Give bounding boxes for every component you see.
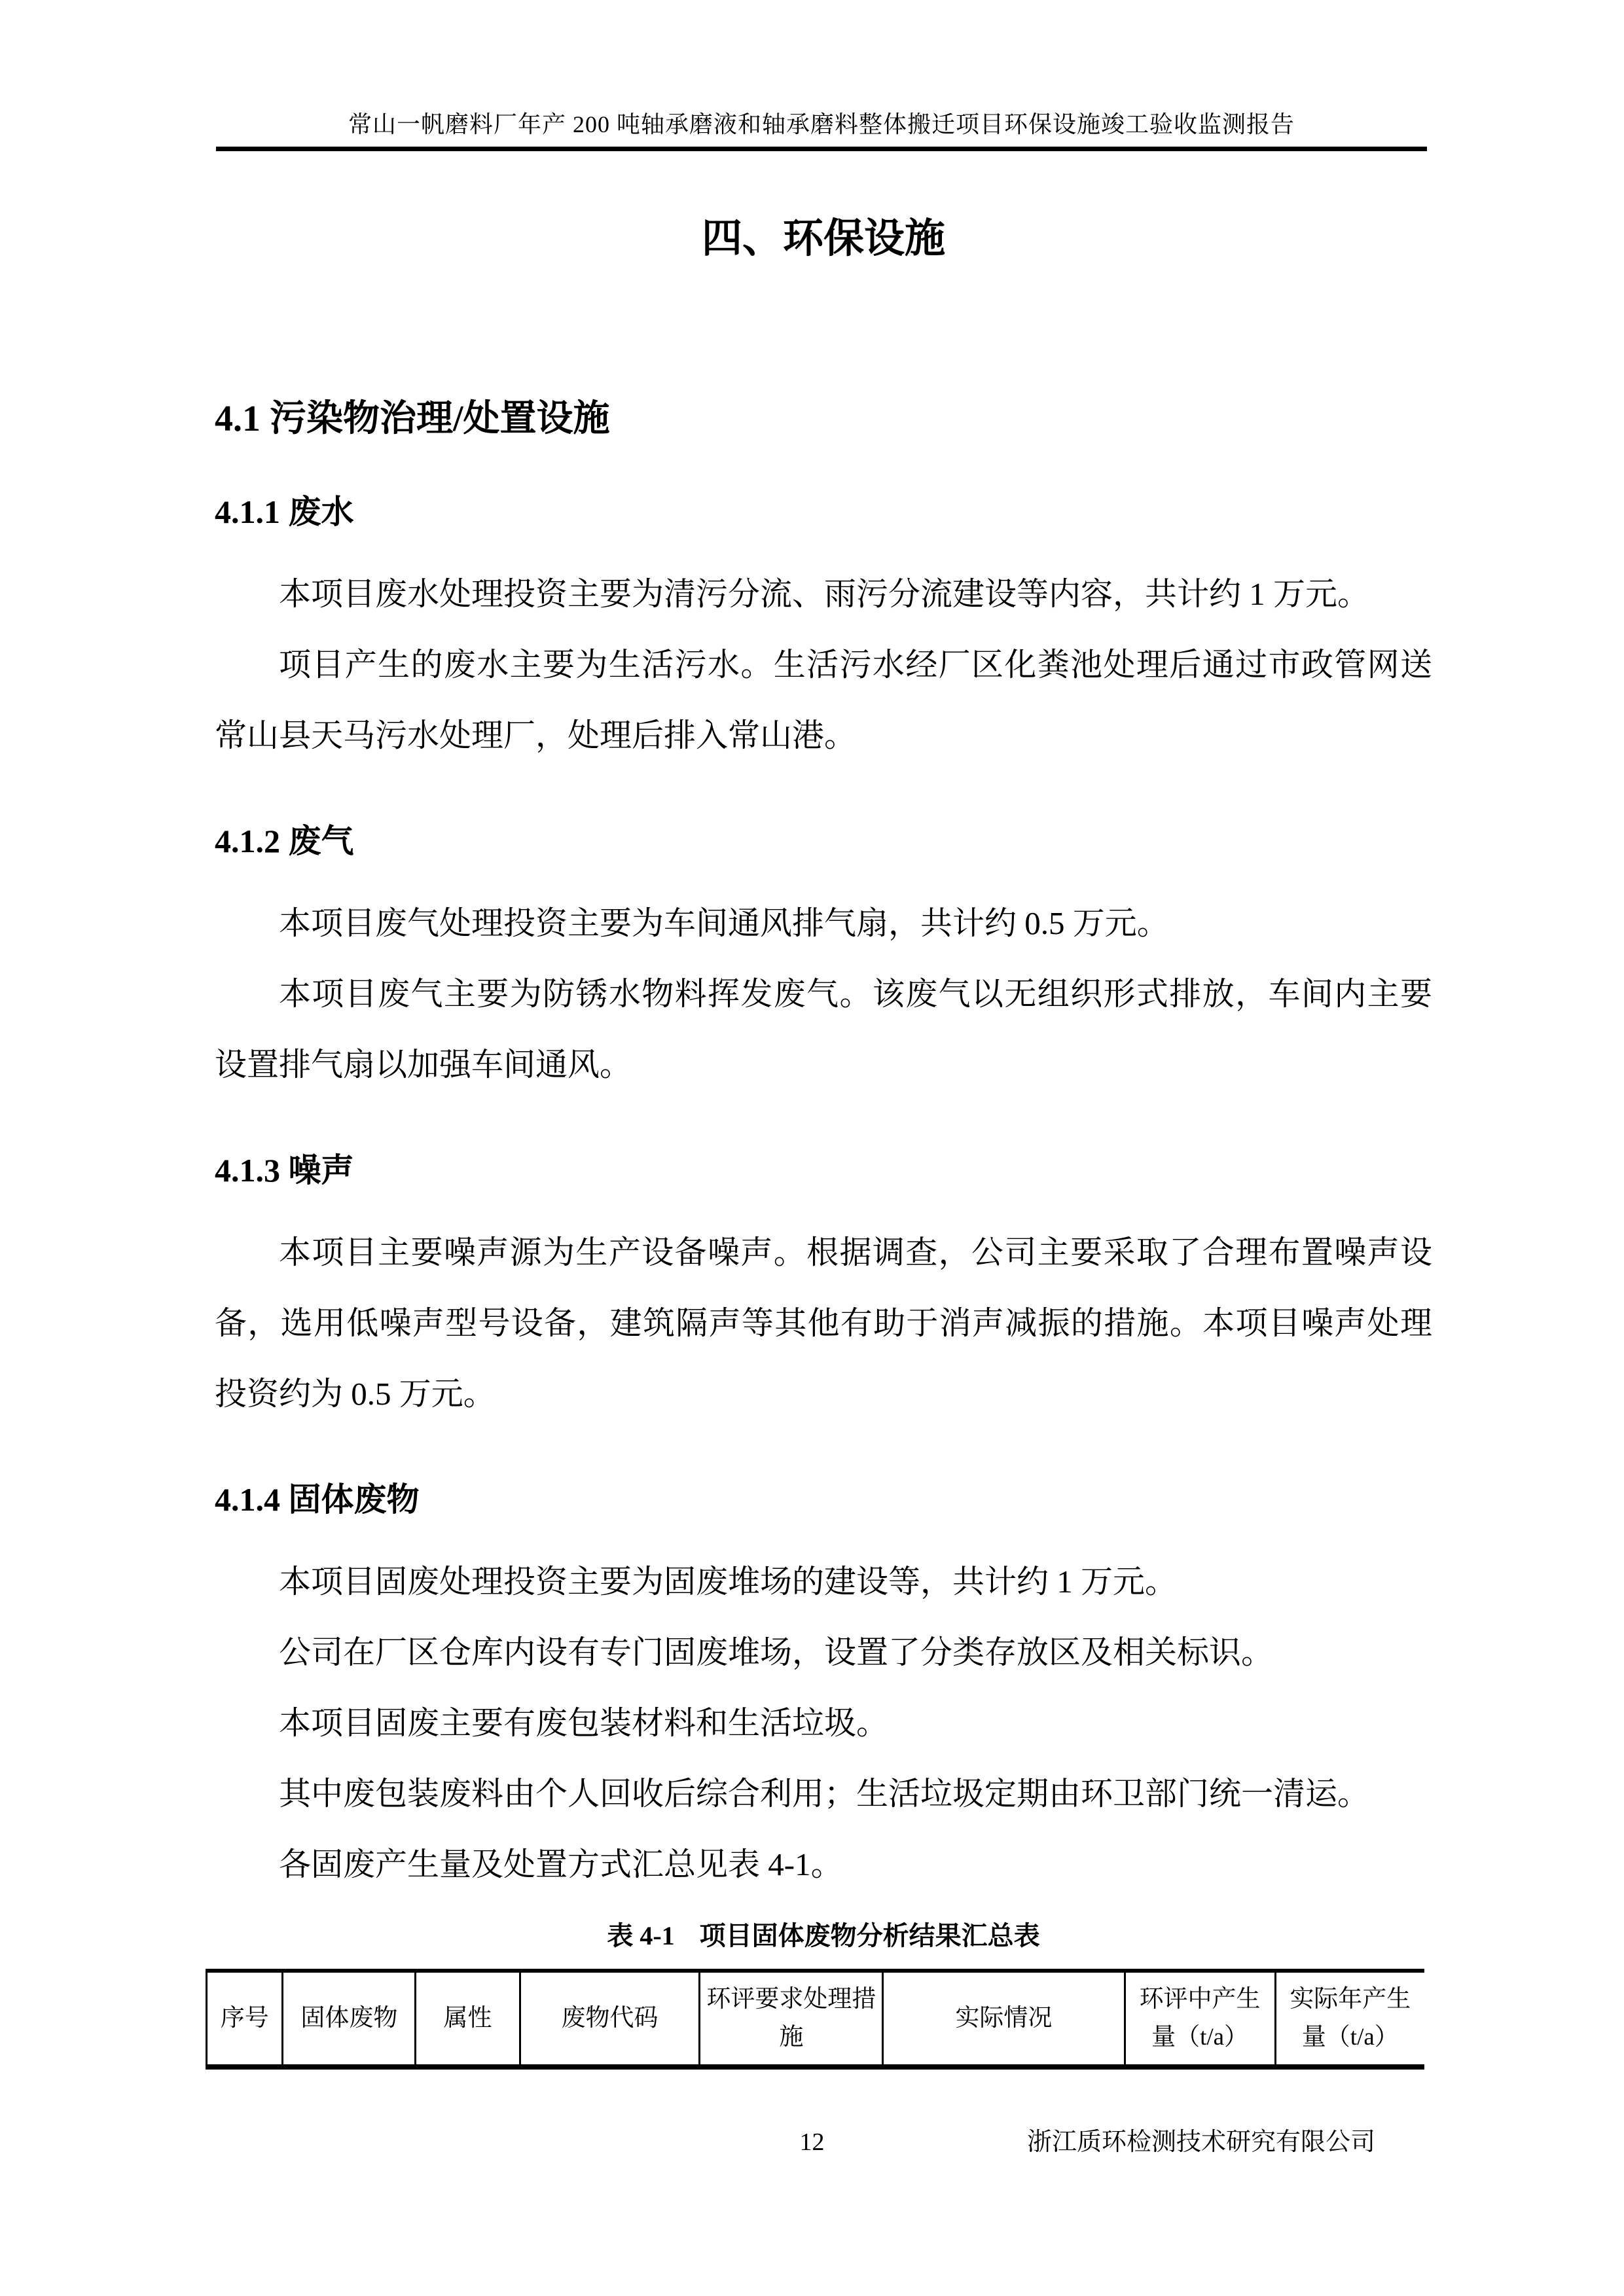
table-caption: [215, 1916, 1432, 1956]
footer-company-name: 浙江质环检测技术研究有限公司: [1026, 2128, 1375, 2156]
paragraph-solidwaste-3: 本项目固废主要有废包装材料和生活垃圾。: [279, 1705, 889, 1741]
paragraph-noise-1: 本项目主要噪声源为生产设备噪声。根据调查，公司主要采取了合理布置噪声设备，选用低噪声型号设备，建筑隔声等其他有助于消声减振的措施。本项目噪声处理投资约为 0.5 万元。: [215, 1234, 1432, 1412]
table-header-actual-situation: 实际情况: [883, 1971, 1125, 2067]
paragraph-wastegas-2: 本项目废气主要为防锈水物料挥发废气。该废气以无组织形式排放，车间内主要设置排气扇以加强车间通风。: [215, 976, 1432, 1083]
table-header-attribute: 属性: [416, 1971, 520, 2067]
page-footer: [0, 2126, 1624, 2165]
running-header: [216, 110, 1427, 151]
paragraph-solidwaste-4: 其中废包装废料由个人回收后综合利用；生活垃圾定期由环卫部门统一清运。: [279, 1776, 1370, 1812]
table-header-serial-number: 序号: [207, 1971, 283, 2067]
paragraph-solidwaste-5: 各固废产生量及处置方式汇总见表 4-1。: [279, 1846, 843, 1882]
table-header-row: [207, 1971, 1425, 2067]
table-header-actual-output: 实际年产生量（t/a）: [1290, 1986, 1411, 2051]
table-caption-text: 项目固体废物分析结果汇总表: [699, 1921, 1040, 1950]
paragraph-wastewater-1: 本项目废水处理投资主要为清污分流、雨污分流建设等内容，共计约 1 万元。: [279, 576, 1370, 612]
chapter-title: 四、环保设施: [701, 217, 945, 261]
page-number: 12: [799, 2128, 825, 2156]
paragraph-solidwaste-1: 本项目固废处理投资主要为固废堆场的建设等，共计约 1 万元。: [279, 1564, 1178, 1600]
section-4-1-4-heading: 4.1.4 固体废物: [215, 1481, 420, 1518]
table-header-waste-code: 废物代码: [520, 1971, 700, 2067]
section-4-1-heading: 4.1 污染物治理/处置设施: [215, 399, 610, 439]
solid-waste-summary-table: [206, 1969, 1424, 2070]
table-header-solid-waste: 固体废物: [283, 1971, 416, 2067]
table-caption-label: 表 4-1: [607, 1921, 675, 1950]
paragraph-wastegas-1: 本项目废气处理投资主要为车间通风排气扇，共计约 0.5 万元。: [279, 905, 1169, 941]
paragraph-wastewater-2: 项目产生的废水主要为生活污水。生活污水经厂区化粪池处理后通过市政管网送常山县天马污水处理厂，处理后排入常山港。: [215, 647, 1432, 753]
paragraph-solidwaste-2: 公司在厂区仓库内设有专门固废堆场，设置了分类存放区及相关标识。: [279, 1634, 1274, 1670]
section-4-1-1-heading: 4.1.1 废水: [215, 493, 354, 530]
section-4-1-2-heading: 4.1.2 废气: [215, 823, 354, 859]
running-header-title: 常山一帆磨料厂年产 200 吨轴承磨液和轴承磨料整体搬迁项目环保设施竣工验收监测报告: [348, 111, 1295, 137]
table-header-eia-measures: 环评要求处理措施: [700, 1971, 883, 2067]
table-header-eia-output: 环评中产生量（t/a）: [1125, 1971, 1275, 2067]
section-4-1-3-heading: 4.1.3 噪声: [215, 1152, 354, 1189]
page-content: [215, 160, 1432, 2070]
